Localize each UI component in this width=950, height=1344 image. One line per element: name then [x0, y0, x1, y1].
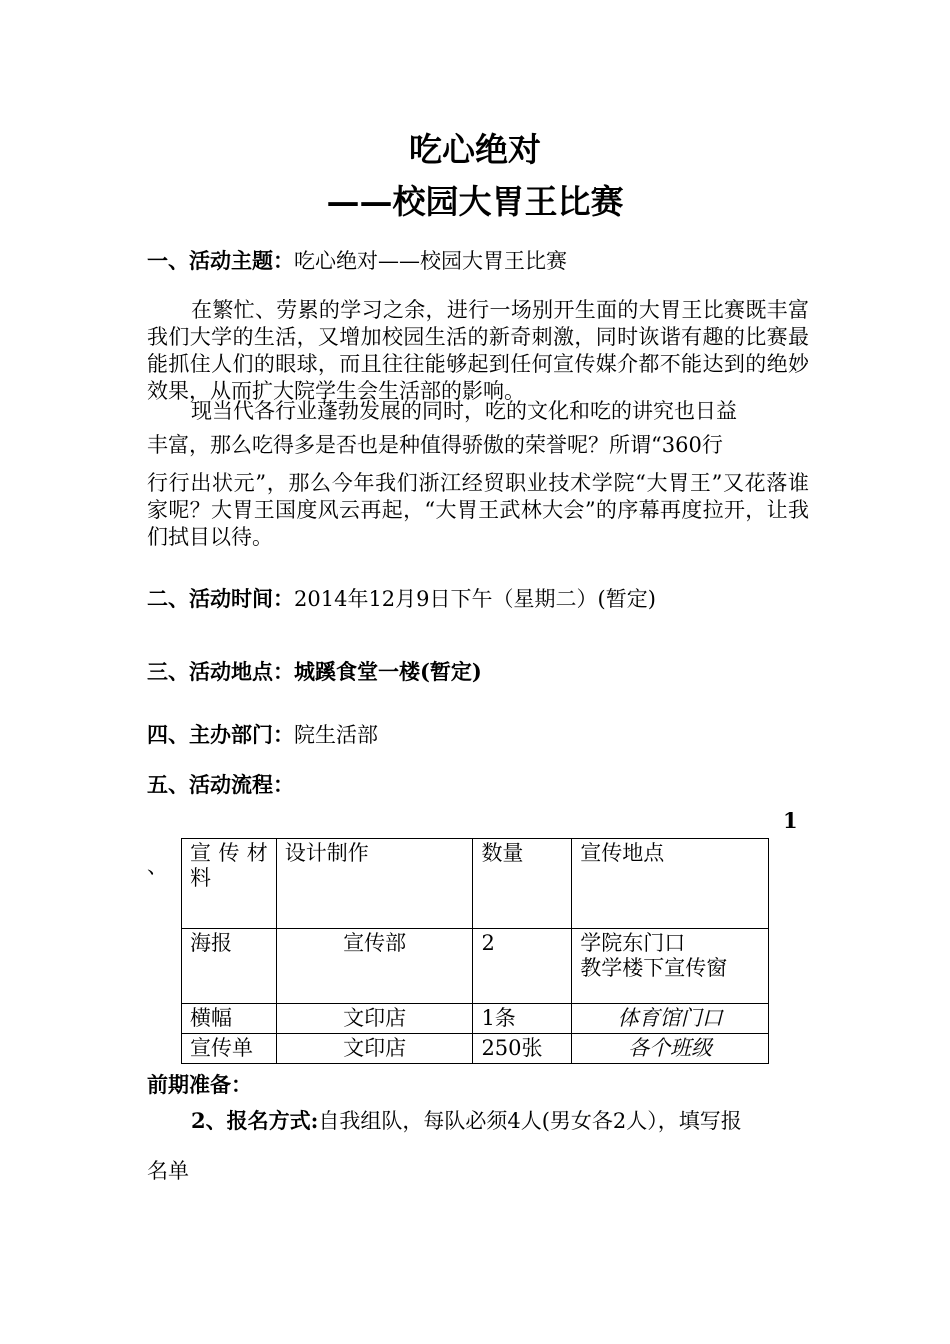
table-cell-place: 各个班级	[572, 1034, 769, 1064]
intro-paragraph-2-line2: 丰富，那么吃得多是否也是种值得骄傲的荣誉呢？所谓“360行	[147, 433, 723, 457]
table-header-cell: 宣传材料	[182, 839, 277, 929]
signup-method-continued: 名单	[147, 1159, 189, 1183]
document-title: 吃心绝对	[409, 130, 541, 169]
section-process	[147, 770, 294, 800]
table-cell-maker: 宣传部	[276, 929, 473, 1004]
section-theme	[147, 246, 567, 276]
table-cell-maker: 文印店	[276, 1034, 473, 1064]
section-location-label: 三、活动地点：城蹊食堂一楼(暂定)	[147, 659, 482, 684]
table-header-cell: 数量	[473, 839, 572, 929]
table-cell-place	[572, 929, 769, 1004]
section-organizer-value: 院生活部	[294, 723, 378, 747]
document-subtitle: ——校园大胃王比赛	[326, 182, 624, 221]
prep-heading	[147, 1070, 252, 1100]
table-row	[182, 1034, 769, 1064]
table-cell-quantity: 2	[473, 929, 572, 1004]
table-row	[182, 929, 769, 1004]
signup-method	[191, 1106, 742, 1136]
section-location	[147, 657, 482, 687]
section-theme-label: 一、活动主题：	[147, 248, 294, 273]
section-theme-value: 吃心绝对——校园大胃王比赛	[294, 249, 567, 273]
table-header-row	[182, 839, 769, 929]
section-time-label: 二、活动时间：	[147, 586, 294, 611]
table-cell-material: 宣传单	[182, 1034, 277, 1064]
table-header-cell: 宣传地点	[572, 839, 769, 929]
section-organizer	[147, 720, 378, 750]
prep-heading-label: 前期准备：	[147, 1072, 252, 1097]
table-cell-maker: 文印店	[276, 1004, 473, 1034]
table-cell-place-line: 教学楼下宣传窗	[580, 956, 728, 980]
table-cell-material: 横幅	[182, 1004, 277, 1034]
section-time	[147, 584, 656, 614]
publicity-materials-table	[181, 838, 769, 1064]
section-process-label: 五、活动流程：	[147, 772, 294, 797]
intro-paragraph-2-line1: 现当代各行业蓬勃发展的同时，吃的文化和吃的讲究也日益	[191, 399, 737, 423]
signup-method-label: 2、报名方式:	[191, 1108, 319, 1133]
intro-paragraph-2-line3: 行行出状元”，那么今年我们浙江经贸职业技术学院“大胃王”又花落谁家呢？大胃王国度风云再起，“大胃王武林大会”的序幕再度拉开，让我们拭目以待。	[147, 471, 809, 549]
table-header-cell: 设计制作	[276, 839, 473, 929]
intro-paragraph: 在繁忙、劳累的学习之余，进行一场别开生面的大胃王比赛既丰富我们大学的生活，又增加校园生活的新奇刺激，同时诙谐有趣的比赛最能抓住人们的眼球，而且往往能够起到任何宣传媒介都不能达到的绝妙效果，从而扩大院学生会生活部的影响。	[147, 298, 809, 403]
list-number: 1	[783, 808, 798, 833]
table-cell-place-line: 学院东门口	[580, 931, 686, 955]
table-cell-place: 体育馆门口	[572, 1004, 769, 1034]
table-cell-quantity: 250张	[473, 1034, 572, 1064]
table-cell-material: 海报	[182, 929, 277, 1004]
table-cell-quantity: 1条	[473, 1004, 572, 1034]
list-number-separator: 、	[147, 854, 168, 878]
signup-method-text: 自我组队，每队必须4人(男女各2人），填写报	[318, 1109, 742, 1133]
table-row	[182, 1004, 769, 1034]
section-organizer-label: 四、主办部门：	[147, 722, 294, 747]
section-time-value: 2014年12月9日下午（星期二）(暂定)	[294, 587, 656, 611]
